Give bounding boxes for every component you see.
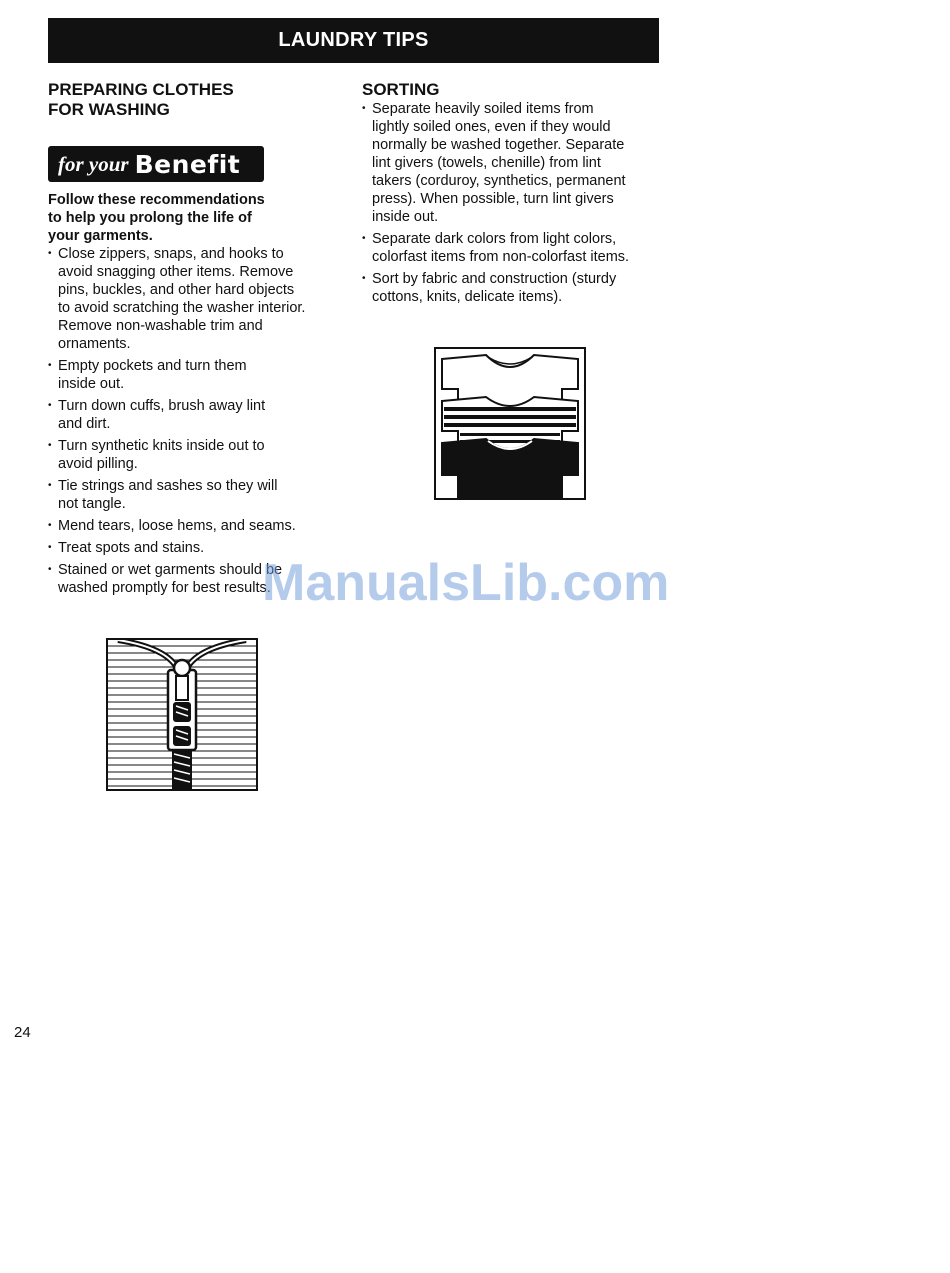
list-item: • Separate dark colors from light colors, colorfast items from non-colorfast items.: [362, 230, 662, 266]
sorting-heading: SORTING: [362, 80, 440, 99]
list-item: • Turn down cuffs, brush away lint and dirt.: [48, 397, 348, 433]
sorted-shirts-illustration: [434, 347, 586, 500]
list-item: • Tie strings and sashes so they will not tangle.: [48, 477, 348, 513]
sorting-column: [362, 80, 662, 310]
preparing-list: [48, 245, 348, 597]
list-item: • Separate heavily soiled items from lightly soiled ones, even if they would normally be washed together. Separate lint givers (towels, chenille) from lint takers (corduroy, synthetics, permanent press). When possible, turn lint givers inside out.: [362, 100, 662, 226]
preparing-clothes-column: [48, 80, 348, 601]
watermark: ManualsLib.com: [262, 554, 670, 612]
intro-text: Follow these recommendations to help you prolong the life of your garments.: [48, 192, 265, 244]
zipper-illustration: [106, 638, 258, 791]
zipper-icon: [108, 640, 256, 789]
list-item: • Turn synthetic knits inside out to avoid pilling.: [48, 437, 348, 473]
section-banner: [48, 18, 659, 63]
list-item: • Stained or wet garments should be washed promptly for best results.: [48, 561, 348, 597]
banner-title: LAUNDRY TIPS: [278, 29, 429, 51]
for-your-benefit-logo: [48, 146, 264, 182]
preparing-heading: PREPARING CLOTHES FOR WASHING: [48, 80, 234, 119]
sorting-list: [362, 100, 662, 306]
benefit-logo-prefix: for your: [58, 151, 129, 176]
list-item: • Mend tears, loose hems, and seams.: [48, 517, 348, 535]
page-number: 24: [14, 1024, 31, 1041]
list-item: • Sort by fabric and construction (sturdy cottons, knits, delicate items).: [362, 270, 662, 306]
shirts-icon: [436, 349, 584, 498]
list-item: • Close zippers, snaps, and hooks to avoid snagging other items. Remove pins, buckles, and other hard objects to avoid scratching the washer interior. Remove non-washable trim and ornaments.: [48, 245, 348, 353]
benefit-logo-word: Benefit: [134, 149, 241, 179]
list-item: • Treat spots and stains.: [48, 539, 348, 557]
list-item: • Empty pockets and turn them inside out.: [48, 357, 348, 393]
